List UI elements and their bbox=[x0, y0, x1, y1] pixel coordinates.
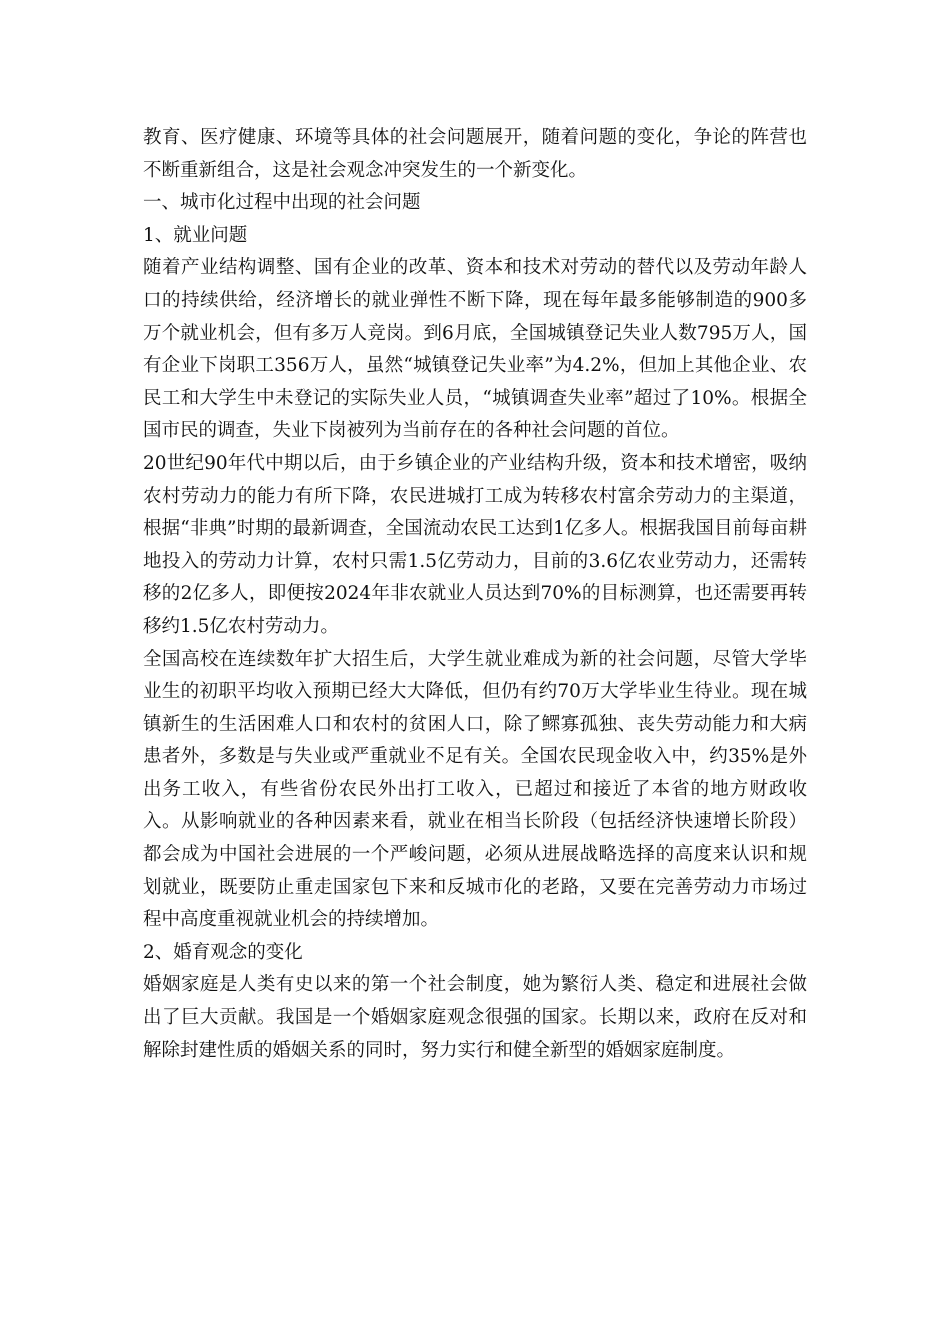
subsection-heading-marriage: 2、婚育观念的变化 bbox=[143, 941, 303, 963]
paragraph-employment-3: 全国高校在连续数年扩大招生后，大学生就业难成为新的社会问题，尽管大学毕业生的初职平均收入预期已经大大降低，但仍有约70万大学毕业生待业。现在城镇新生的生活困难人口和农村的贫困人口，除了鳏寡孤独、丧失劳动能力和大病患者外，多数是与失业或严重就业不足有关。全国农民现金收入中，约35%是外出务工收入，有些省份农民外出打工收入，已超过和接近了本省的地方财政收入。从影响就业的各种因素来看，就业在相当长阶段（包括经济快速增长阶段）都会成为中国社会进展的一个严峻问题，必须从进展战略选择的高度来认识和规划就业，既要防止重走国家包下来和反城市化的老路，又要在完善劳动力市场过程中高度重视就业机会的持续增加。 bbox=[143, 648, 807, 931]
paragraph-employment-1: 随着产业结构调整、国有企业的改革、资本和技术对劳动的替代以及劳动年龄人口的持续供给，经济增长的就业弹性不断下降，现在每年最多能够制造的900多万个就业机会，但有多万人竞岗。到6月底，全国城镇登记失业人数795万人，国有企业下岗职工356万人，虽然“城镇登记失业率”为4.2%，但加上其他企业、农民工和大学生中未登记的实际失业人员，“城镇调查失业率”超过了10%。根据全国市民的调查，失业下岗被列为当前存在的各种社会问题的首位。 bbox=[143, 257, 807, 442]
document-page bbox=[143, 122, 807, 1067]
section-heading-urbanization-issues: 一、城市化过程中出现的社会问题 bbox=[143, 192, 421, 214]
paragraph-employment-2: 20世纪90年代中期以后，由于乡镇企业的产业结构升级，资本和技术增密，吸纳农村劳动力的能力有所下降，农民进城打工成为转移农村富余劳动力的主渠道，根据“非典”时期的最新调查，全国流动农民工达到1亿多人。根据我国目前每亩耕地投入的劳动力计算，农村只需1.5亿劳动力，目前的3.6亿农业劳动力，还需转移的2亿多人，即便按2024年非农就业人员达到70%的目标测算，也还需要再转移约1.5亿农村劳动力。 bbox=[143, 452, 807, 637]
paragraph-marriage-1: 婚姻家庭是人类有史以来的第一个社会制度，她为繁衍人类、稳定和进展社会做出了巨大贡献。我国是一个婚姻家庭观念很强的国家。长期以来，政府在反对和解除封建性质的婚姻关系的同时，努力实行和健全新型的婚姻家庭制度。 bbox=[143, 974, 807, 1061]
paragraph-intro-continuation: 教育、医疗健康、环境等具体的社会问题展开，随着问题的变化，争论的阵营也不断重新组合，这是社会观念冲突发生的一个新变化。 bbox=[143, 127, 807, 181]
subsection-heading-employment: 1、就业问题 bbox=[143, 224, 248, 246]
